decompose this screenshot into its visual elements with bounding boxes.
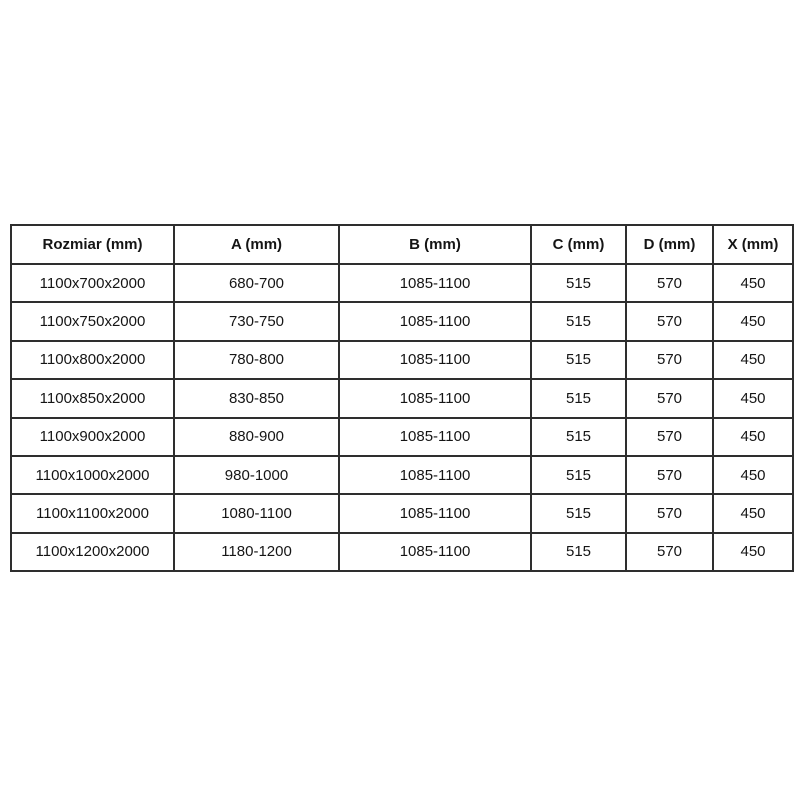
table-cell: 450 bbox=[713, 379, 793, 417]
table-cell: 570 bbox=[626, 341, 713, 379]
table-cell: 1100x1200x2000 bbox=[11, 533, 174, 571]
table-cell: 450 bbox=[713, 533, 793, 571]
table-cell: 880-900 bbox=[174, 418, 339, 456]
table-row bbox=[11, 494, 793, 532]
table-cell: 570 bbox=[626, 418, 713, 456]
table-cell: 515 bbox=[531, 418, 626, 456]
table-cell: 1080-1100 bbox=[174, 494, 339, 532]
table-cell: 730-750 bbox=[174, 302, 339, 340]
table-row bbox=[11, 264, 793, 302]
dimensions-table bbox=[10, 224, 794, 572]
table-cell: 1100x1100x2000 bbox=[11, 494, 174, 532]
table-row bbox=[11, 302, 793, 340]
table-cell: 830-850 bbox=[174, 379, 339, 417]
table-cell: 570 bbox=[626, 456, 713, 494]
table-cell: 570 bbox=[626, 379, 713, 417]
table-row bbox=[11, 379, 793, 417]
table-cell: 1085-1100 bbox=[339, 456, 531, 494]
table-cell: 515 bbox=[531, 456, 626, 494]
column-header-d: D (mm) bbox=[626, 225, 713, 264]
table-cell: 570 bbox=[626, 264, 713, 302]
table-cell: 515 bbox=[531, 264, 626, 302]
table-cell: 1085-1100 bbox=[339, 264, 531, 302]
table-cell: 515 bbox=[531, 341, 626, 379]
table-cell: 1085-1100 bbox=[339, 533, 531, 571]
table-cell: 515 bbox=[531, 379, 626, 417]
table-cell: 1100x750x2000 bbox=[11, 302, 174, 340]
table-cell: 450 bbox=[713, 456, 793, 494]
column-header-c: C (mm) bbox=[531, 225, 626, 264]
table-cell: 450 bbox=[713, 418, 793, 456]
table-cell: 450 bbox=[713, 264, 793, 302]
table-cell: 450 bbox=[713, 494, 793, 532]
table-cell: 1085-1100 bbox=[339, 418, 531, 456]
table-cell: 1180-1200 bbox=[174, 533, 339, 571]
table-cell: 1085-1100 bbox=[339, 302, 531, 340]
table-row bbox=[11, 418, 793, 456]
table-row bbox=[11, 456, 793, 494]
table-cell: 1085-1100 bbox=[339, 341, 531, 379]
table-cell: 450 bbox=[713, 302, 793, 340]
table-cell: 570 bbox=[626, 302, 713, 340]
table-cell: 570 bbox=[626, 494, 713, 532]
table-cell: 570 bbox=[626, 533, 713, 571]
table-cell: 515 bbox=[531, 302, 626, 340]
table-cell: 1100x900x2000 bbox=[11, 418, 174, 456]
table-cell: 680-700 bbox=[174, 264, 339, 302]
table-row bbox=[11, 533, 793, 571]
table-cell: 1100x800x2000 bbox=[11, 341, 174, 379]
table-row bbox=[11, 341, 793, 379]
table-body bbox=[11, 264, 793, 571]
column-header-rozmiar: Rozmiar (mm) bbox=[11, 225, 174, 264]
table-cell: 1085-1100 bbox=[339, 379, 531, 417]
column-header-b: B (mm) bbox=[339, 225, 531, 264]
table-cell: 450 bbox=[713, 341, 793, 379]
table-cell: 780-800 bbox=[174, 341, 339, 379]
table-cell: 1100x850x2000 bbox=[11, 379, 174, 417]
table-cell: 515 bbox=[531, 494, 626, 532]
table-cell: 1100x700x2000 bbox=[11, 264, 174, 302]
table-cell: 980-1000 bbox=[174, 456, 339, 494]
table-cell: 1100x1000x2000 bbox=[11, 456, 174, 494]
table-cell: 1085-1100 bbox=[339, 494, 531, 532]
table-cell: 515 bbox=[531, 533, 626, 571]
column-header-x: X (mm) bbox=[713, 225, 793, 264]
column-header-a: A (mm) bbox=[174, 225, 339, 264]
header-row bbox=[11, 225, 793, 264]
